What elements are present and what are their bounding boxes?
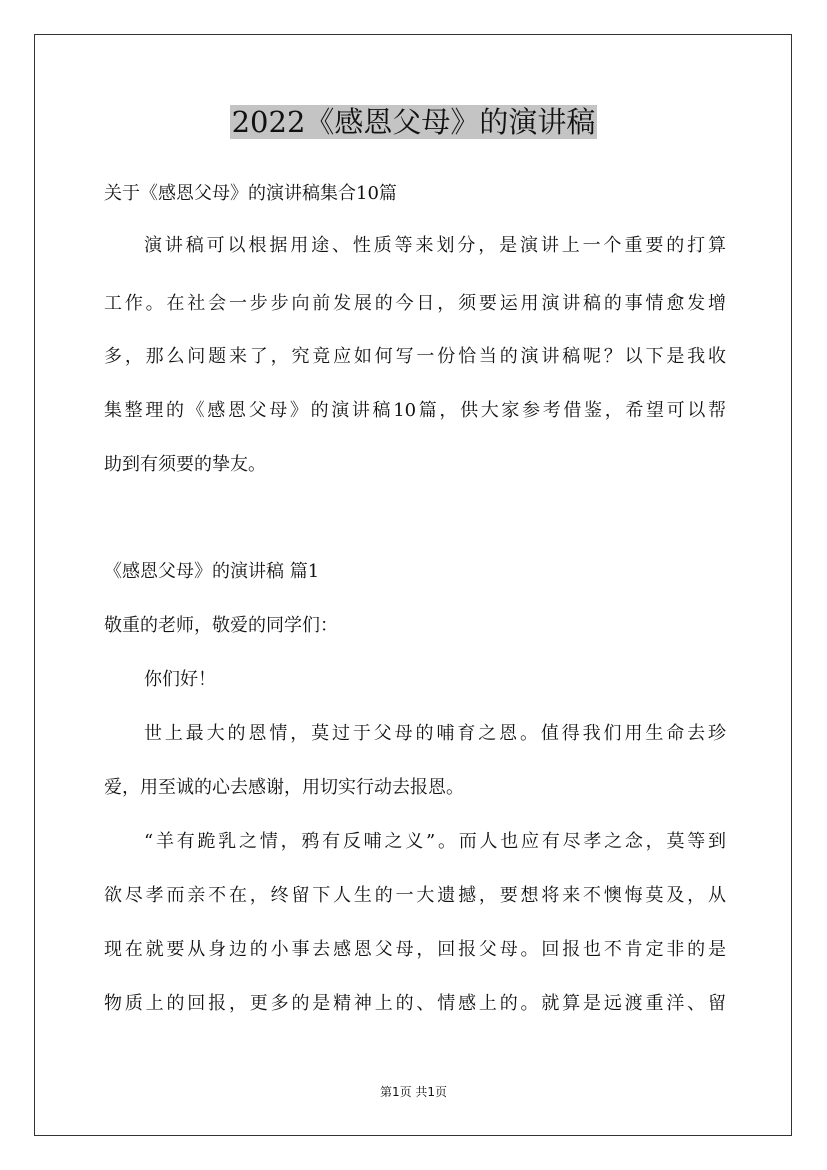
document-subtitle: 关于《感恩父母》的演讲稿集合10篇 bbox=[104, 183, 397, 204]
intro-line-3: 多，那么问题来了，究竟应如何写一份恰当的演讲稿呢？以下是我收 bbox=[104, 346, 726, 367]
page-footer: 第1页 共1页 bbox=[379, 1085, 448, 1099]
intro-line-1: 演讲稿可以根据用途、性质等来划分，是演讲上一个重要的打算 bbox=[144, 235, 726, 256]
section-heading: 《感恩父母》的演讲稿 篇1 bbox=[104, 561, 320, 582]
greeting: 你们好！ bbox=[144, 669, 216, 690]
intro-line-2: 工作。在社会一步步向前发展的今日，须要运用演讲稿的事情愈发增 bbox=[104, 293, 726, 314]
body-line-5: 现在就要从身边的小事去感恩父母，回报父母。回报也不肯定非的是 bbox=[104, 939, 726, 960]
document-title-text: 2022《感恩父母》的演讲稿 bbox=[231, 105, 596, 139]
body-line-2: 爱，用至诚的心去感谢，用切实行动去报恩。 bbox=[104, 777, 464, 798]
body-line-1: 世上最大的恩情，莫过于父母的哺育之恩。值得我们用生命去珍 bbox=[144, 723, 726, 744]
body-line-4: 欲尽孝而亲不在，终留下人生的一大遗撼，要想将来不懊悔莫及，从 bbox=[104, 885, 726, 906]
body-line-3: “羊有跪乳之情，鸦有反哺之义”。而人也应有尽孝之念，莫等到 bbox=[144, 831, 726, 852]
body-line-6: 物质上的回报，更多的是精神上的、情感上的。就算是远渡重洋、留 bbox=[104, 993, 726, 1014]
document-title bbox=[0, 100, 827, 144]
salutation: 敬重的老师，敬爱的同学们： bbox=[104, 615, 338, 636]
intro-line-4: 集整理的《感恩父母》的演讲稿10篇，供大家参考借鉴，希望可以帮 bbox=[104, 400, 726, 421]
intro-line-5: 助到有须要的挚友。 bbox=[104, 454, 266, 475]
